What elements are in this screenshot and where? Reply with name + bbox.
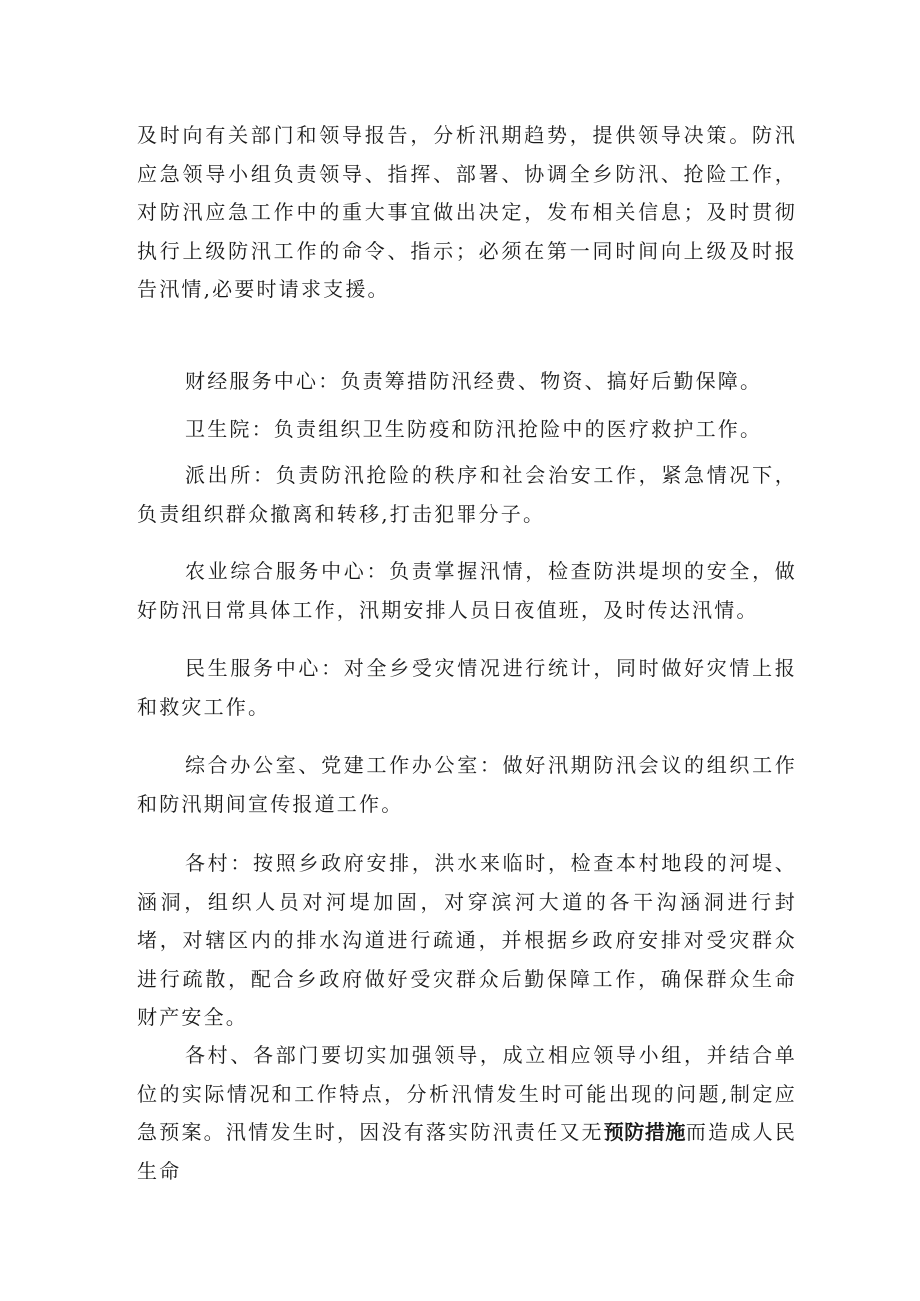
paragraph-villages: 各村：按照乡政府安排，洪水来临时，检查本村地段的河堤、涵洞，组织人员对河堤加固，对穿滨河大道的各干沟涵洞进行封堵，对辖区内的排水沟道进行疏通，并根据乡政府安排对受灾群众进行疏散，配合乡政府做好受灾群众后勤保障工作，确保群众生命财产安全。: [137, 851, 797, 1030]
paragraph-police-station: 派出所：负责防汛抢险的秩序和社会治安工作，紧急情况下，负责组织群众撤离和转移,打击犯罪分子。: [137, 463, 797, 526]
paragraph-reporting-duties: 及时向有关部门和领导报告，分析汛期趋势，提供领导决策。防汛应急领导小组负责领导、指挥、部署、协调全乡防汛、抢险工作，对防汛应急工作中的重大事宜做出决定，发布相关信息；及时贯彻执行上级防汛工作的命令、指示；必须在第一同时间向上级及时报告汛情,必要时请求支援。: [137, 123, 797, 302]
paragraph-agriculture-center: 农业综合服务中心：负责掌握汛情，检查防洪堤坝的安全，做好防汛日常具体工作，汛期安排人员日夜值班，及时传达汛情。: [137, 559, 797, 622]
paragraph-health-center: 卫生院：负责组织卫生防疫和防汛抢险中的医疗救护工作。: [185, 417, 763, 441]
paragraph-text-before: 各村、各部门要切实加强领导，成立相应领导小组，并结合单位的实际情况和工作特点，分析汛情发生时可能出现的问题,制定应急预案。汛情发生时，因没有落实防汛责任又无: [137, 1043, 797, 1145]
paragraph-text-after: 而造成人民生命: [137, 1120, 798, 1183]
paragraph-livelihood-center: 民生服务中心：对全乡受灾情况进行统计，同时做好灾情上报和救灾工作。: [137, 656, 797, 719]
paragraph-general-office: 综合办公室、党建工作办公室：做好汛期防汛会议的组织工作和防汛期间宣传报道工作。: [137, 753, 797, 816]
emphasis-prevention-measures: 预防措施: [603, 1120, 686, 1145]
paragraph-departments-leadership: [137, 1036, 797, 1190]
paragraph-finance-center: 财经服务中心：负责筹措防汛经费、物资、搞好后勤保障。: [185, 369, 763, 393]
